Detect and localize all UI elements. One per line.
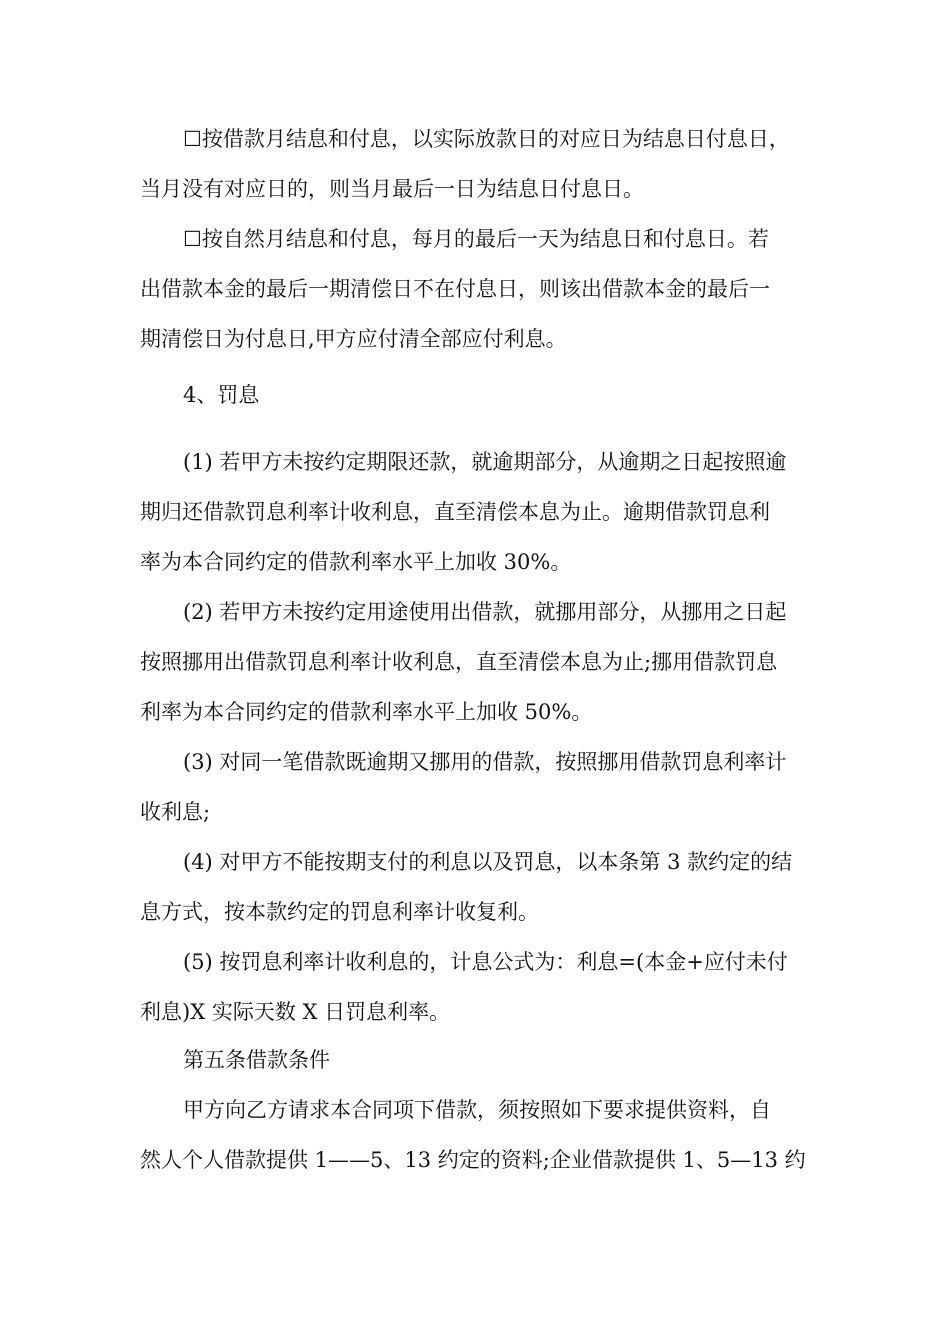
article-heading: 第五条借款条件 (183, 1048, 330, 1072)
paragraph-line: 出借款本金的最后一期清偿日不在付息日，则该出借款本金的最后一 (140, 277, 770, 301)
paragraph-line: ☐按自然月结息和付息，每月的最后一天为结息日和付息日。若 (183, 227, 769, 251)
paragraph-line: (1) 若甲方未按约定期限还款，就逾期部分，从逾期之日起按照逾 (183, 450, 787, 474)
paragraph-line: 然人个人借款提供 1——5、13 约定的资料;企业借款提供 1、5—13 约 (140, 1148, 806, 1172)
paragraph-line: 当月没有对应日的，则当月最后一日为结息日付息日。 (140, 177, 644, 201)
paragraph-line: (3) 对同一笔借款既逾期又挪用的借款，按照挪用借款罚息利率计 (183, 750, 787, 774)
paragraph-line: 期归还借款罚息利率计收利息，直至清偿本息为止。逾期借款罚息利 (140, 500, 770, 524)
paragraph-line: 期清偿日为付息日,甲方应付清全部应付利息。 (140, 327, 567, 351)
paragraph-line: ☐按借款月结息和付息，以实际放款日的对应日为结息日付息日， (183, 127, 790, 151)
section-heading: 4、罚息 (183, 383, 260, 407)
paragraph-line: 利息)X 实际天数 X 日罚息利率。 (140, 1000, 451, 1024)
paragraph-line: (5) 按罚息利率计收利息的，计息公式为：利息=(本金+应付未付 (183, 950, 788, 974)
paragraph-line: 按照挪用出借款罚息利率计收利息，直至清偿本息为止;挪用借款罚息 (140, 650, 778, 674)
paragraph-line: 利率为本合同约定的借款利率水平上加收 50%。 (140, 700, 593, 724)
paragraph-line: 率为本合同约定的借款利率水平上加收 30%。 (140, 550, 572, 574)
paragraph-line: 收利息; (140, 800, 211, 824)
paragraph-line: 息方式，按本款约定的罚息利率计收复利。 (140, 900, 539, 924)
paragraph-line: (2) 若甲方未按约定用途使用出借款，就挪用部分，从挪用之日起 (183, 600, 787, 624)
paragraph-line: 甲方向乙方请求本合同项下借款，须按照如下要求提供资料，自 (183, 1098, 771, 1122)
paragraph-line: (4) 对甲方不能按期支付的利息以及罚息，以本条第 3 款约定的结 (183, 850, 793, 874)
